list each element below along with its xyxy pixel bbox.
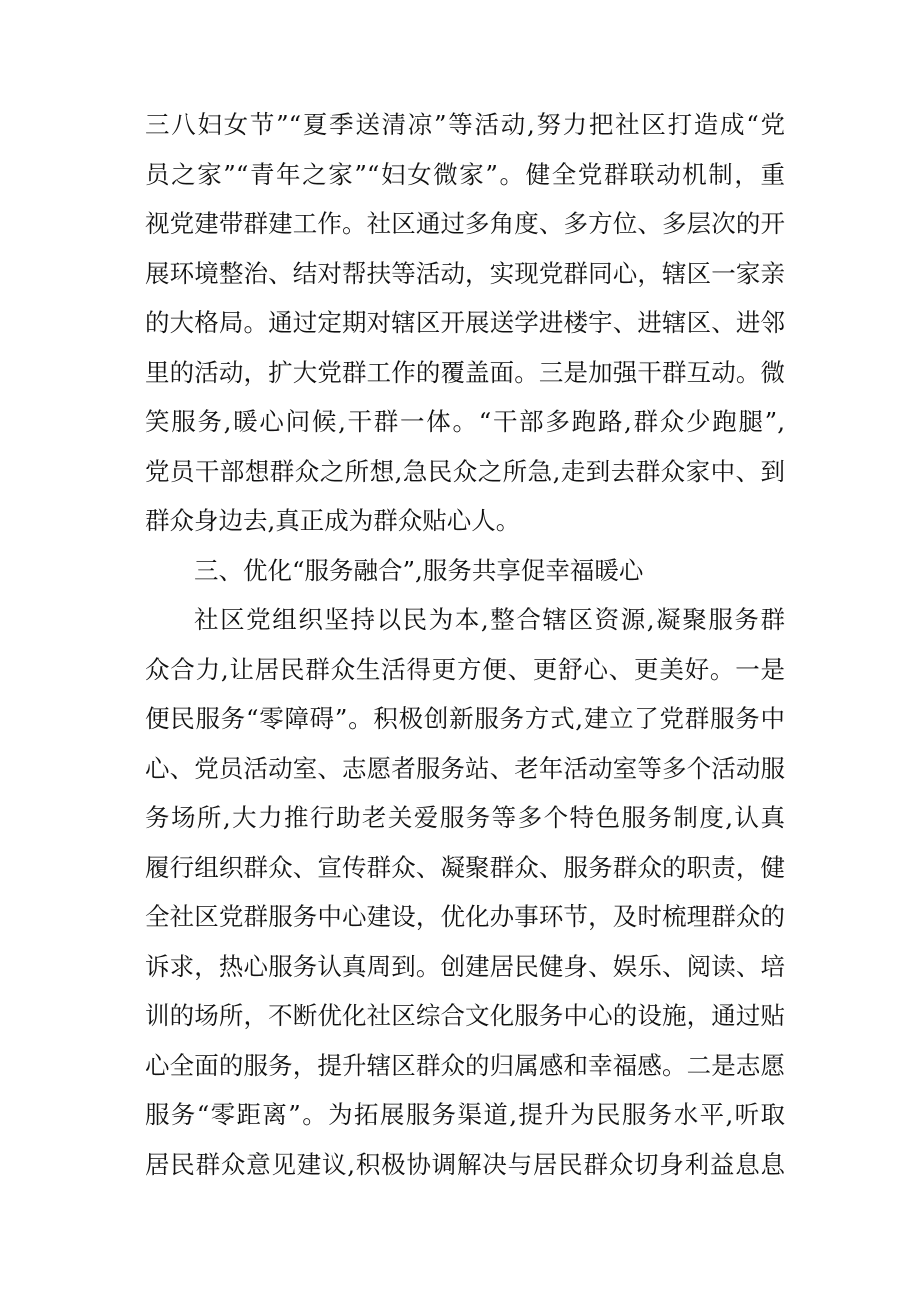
text-line: 服务“零距离”。为拓展服务渠道,提升为民服务水平,听取	[145, 1100, 785, 1129]
text-line: 便民服务“零障碍”。积极创新服务方式,建立了党群服务中	[145, 704, 785, 733]
text-line: 群众身边去,真正成为群众贴心人。	[145, 506, 521, 535]
text-line: 党员干部想群众之所想,急民众之所急,走到去群众家中、到	[145, 456, 785, 486]
text-line: 居民群众意见建议,积极协调解决与居民群众切身利益息息	[145, 1149, 785, 1179]
text-line: 展环境整治、结对帮扶等活动，实现党群同心，辖区一家亲	[145, 258, 785, 288]
text-line: 全社区党群服务中心建设，优化办事环节，及时梳理群众的	[145, 902, 785, 931]
paragraph-first-line: 社区党组织坚持以民为本,整合辖区资源,凝聚服务群	[194, 605, 785, 634]
text-line: 心全面的服务，提升辖区群众的归属感和幸福感。二是志愿	[145, 1050, 785, 1080]
text-line: 三八妇女节”“夏季送清凉”等活动,努力把社区打造成“党	[145, 110, 785, 139]
text-line: 员之家”“青年之家”“妇女微家”。健全党群联动机制，重	[145, 159, 785, 189]
text-line: 众合力,让居民群众生活得更方便、更舒心、更美好。一是	[145, 654, 785, 684]
text-line: 笑服务,暖心问候,干群一体。“干部多跑路,群众少跑腿”,	[145, 407, 785, 436]
text-line: 的大格局。通过定期对辖区开展送学进楼宇、进辖区、进邻	[145, 308, 785, 337]
text-line: 诉求，热心服务认真周到。创建居民健身、娱乐、阅读、培	[145, 951, 785, 981]
text-line: 务场所,大力推行助老关爱服务等多个特色服务制度,认真	[145, 803, 785, 832]
text-line: 里的活动，扩大党群工作的覆盖面。三是加强干群互动。微	[145, 357, 785, 387]
text-line: 心、党员活动室、志愿者服务站、老年活动室等多个活动服	[145, 753, 785, 783]
document-body	[145, 100, 785, 1189]
section-heading: 三、优化“服务融合”,服务共享促幸福暖心	[194, 555, 644, 585]
text-line: 履行组织群众、宣传群众、凝聚群众、服务群众的职责，健	[145, 852, 785, 882]
text-line: 训的场所，不断优化社区综合文化服务中心的设施，通过贴	[145, 1001, 785, 1030]
text-line: 视党建带群建工作。社区通过多角度、多方位、多层次的开	[145, 209, 785, 238]
